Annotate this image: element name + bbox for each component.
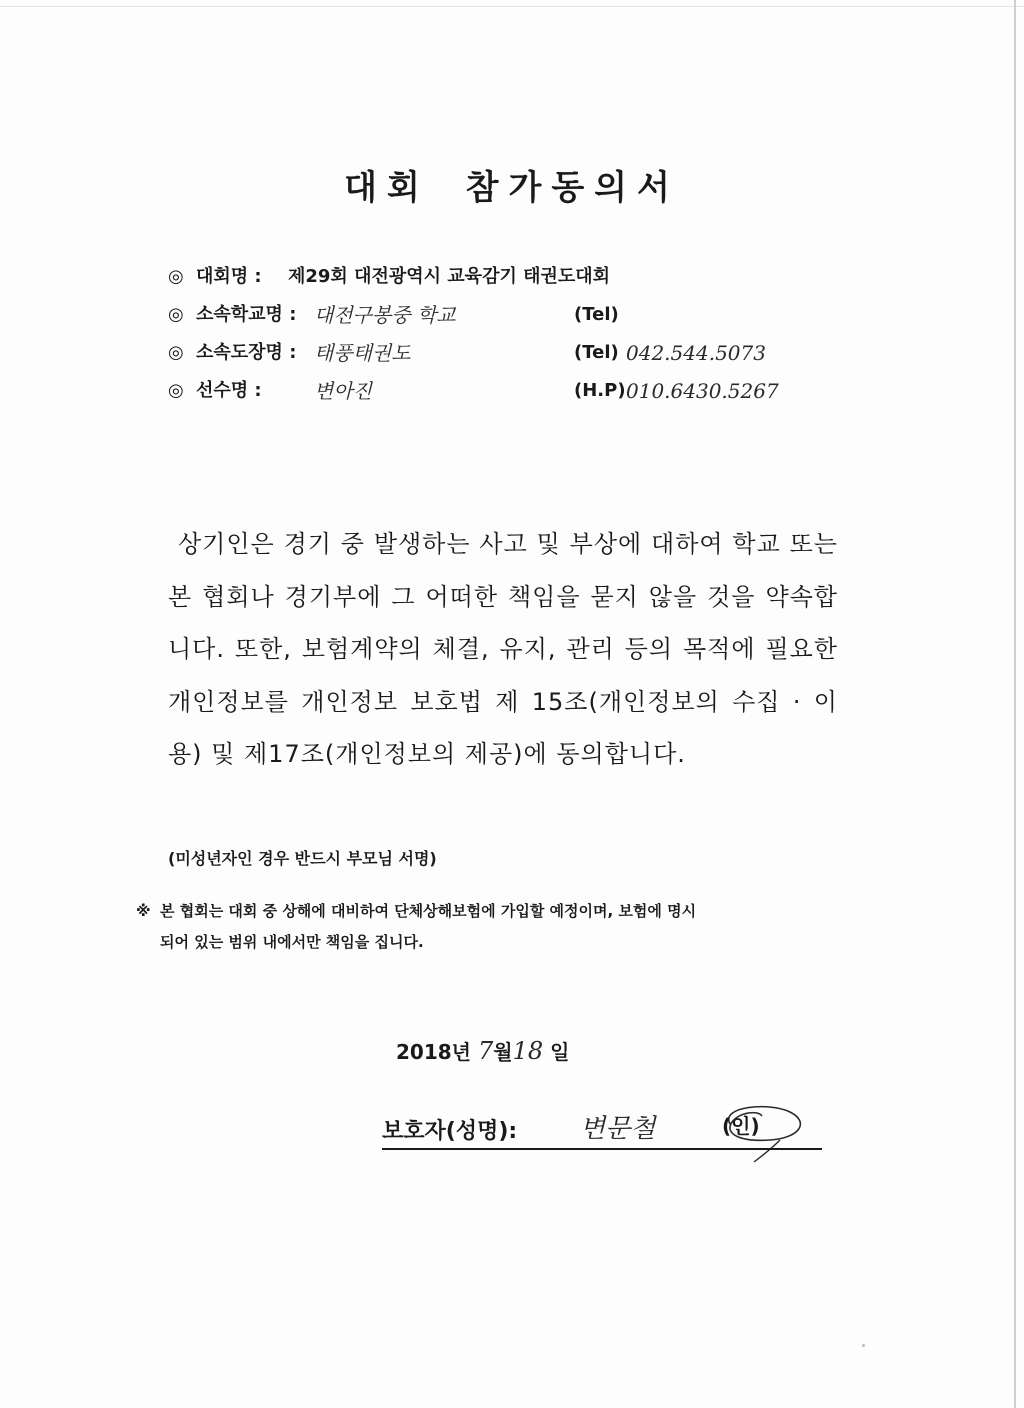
competition-name: 제29회 대전광역시 교육감기 태권도대회	[288, 266, 611, 287]
double-circle-icon: ◎	[168, 342, 184, 363]
double-circle-icon: ◎	[168, 266, 184, 287]
dojang-tel-value: 042.544.5073	[626, 341, 766, 365]
seal-mark: (인)	[722, 1114, 760, 1138]
document-title: 대회 참가동의서	[344, 168, 680, 208]
scan-edge-right	[1014, 0, 1016, 1408]
info-row-competition	[168, 262, 868, 300]
school-tel-label: (Tel)	[574, 304, 619, 325]
info-row-dojang	[168, 338, 868, 376]
consent-body-paragraph: 상기인은 경기 중 발생하는 사고 및 부상에 대하여 학교 또는 본 협회나 경기부에 그 어떠한 책임을 묻지 않을 것을 약속합니다. 또한, 보험계약의 체결, 유지, 관리 등의 목적에 필요한 개인정보를 개인정보 보호법 제 15조(개인정보의 수집 · 이용) 및 제17조(개인정보의 제공)에 동의합니다.	[168, 530, 838, 768]
notice-line-1: 본 협회는 대회 중 상해에 대비하여 단체상해보험에 가입할 예정이며, 보험에 명시	[160, 902, 697, 920]
guardian-label: 보호자(성명):	[382, 1119, 518, 1144]
athlete-name: 변아진	[314, 379, 372, 403]
date-year: 2018년	[396, 1040, 471, 1064]
date-day-value: 18	[512, 1037, 544, 1065]
competition-label: 대회명 :	[196, 266, 262, 287]
school-name: 대전구봉중 학교	[314, 303, 456, 327]
participant-info-list	[168, 262, 868, 414]
athlete-hp-value: 010.6430.5267	[626, 379, 779, 403]
athlete-label: 선수명 :	[196, 380, 262, 401]
date-day-label: 일	[550, 1040, 570, 1064]
signature-date	[396, 1036, 569, 1065]
scan-speck	[862, 1344, 865, 1347]
guardian-name: 변문철	[580, 1114, 656, 1144]
minor-signature-note: (미성년자인 경우 반드시 부모님 서명)	[168, 849, 437, 868]
info-row-athlete	[168, 376, 868, 414]
signature-underline	[382, 1148, 822, 1150]
date-month-label: 월	[493, 1040, 513, 1064]
reference-mark-icon: ※	[136, 902, 151, 920]
dojang-tel-label: (Tel)	[574, 342, 619, 363]
athlete-hp-label: (H.P)	[574, 380, 626, 401]
dojang-name: 태풍태권도	[314, 341, 411, 365]
guardian-signature	[382, 1108, 832, 1152]
dojang-label: 소속도장명 :	[196, 342, 297, 363]
school-label: 소속학교명 :	[196, 304, 297, 325]
double-circle-icon: ◎	[168, 380, 184, 401]
insurance-notice	[136, 896, 886, 958]
double-circle-icon: ◎	[168, 304, 184, 325]
notice-line-2: 되어 있는 범위 내에서만 책임을 집니다.	[160, 933, 424, 951]
scan-edge-top	[0, 6, 1024, 7]
info-row-school	[168, 300, 868, 338]
date-month-value: 7	[477, 1037, 494, 1065]
